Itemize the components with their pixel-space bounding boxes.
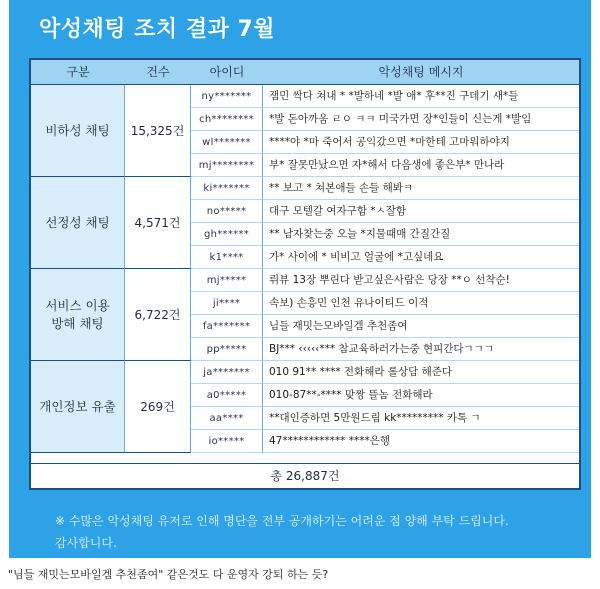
chat-message: 47************ ****은행 bbox=[263, 430, 579, 453]
user-id: fa******* bbox=[191, 315, 263, 338]
table-row bbox=[191, 315, 579, 338]
user-id: pp***** bbox=[191, 338, 263, 361]
chat-message: 님들 재밋는모바일겜 추천좀여 bbox=[263, 315, 579, 338]
user-id: ny******* bbox=[191, 85, 263, 108]
total-row: 총 26,887건 bbox=[31, 463, 579, 488]
chat-message: 010 91** **** 전화해라 롤상담 해준다 bbox=[263, 361, 579, 384]
header-count: 건수 bbox=[146, 65, 170, 79]
notice-text: ※ 수많은 악성채팅 유저로 인해 명단을 전부 공개하기는 어려운 점 양해 부탁 드립니다. 감사합니다. bbox=[55, 514, 509, 550]
user-id: wl******* bbox=[191, 131, 263, 154]
chat-message: ** 보고 * 쳐본애들 손들 해봐ㅋ bbox=[263, 177, 579, 200]
group-count: 269건 bbox=[125, 361, 191, 453]
table-row bbox=[191, 200, 579, 223]
table-row bbox=[191, 338, 579, 361]
chat-message: ****야 *마 죽어서 공익갔으면 *마한테 고마워하야지 bbox=[263, 131, 579, 154]
chat-message: 부* 잘못만났으면 자*해서 다음생에 좋은부* 만나라 bbox=[263, 154, 579, 177]
table-row bbox=[191, 384, 579, 407]
chat-message: 속보) 손흥민 인천 유나이티드 이적 bbox=[263, 292, 579, 315]
user-id: k1**** bbox=[191, 246, 263, 269]
group-count: 6,722건 bbox=[125, 269, 191, 361]
report-title: 악성채팅 조치 결과 7월 bbox=[39, 17, 276, 42]
header-message: 악성채팅 메시지 bbox=[378, 65, 464, 79]
report-table bbox=[29, 58, 581, 490]
chat-message: **대인증하면 5만원드림 kk********* 카톡 ㄱ bbox=[263, 407, 579, 430]
table-row bbox=[191, 131, 579, 154]
user-id: mj***** bbox=[191, 269, 263, 292]
group-count: 15,325건 bbox=[125, 85, 191, 177]
report-card bbox=[9, 0, 591, 558]
user-id: aa**** bbox=[191, 407, 263, 430]
user-id: ja******* bbox=[191, 361, 263, 384]
group-count: 4,571건 bbox=[125, 177, 191, 269]
header-category: 구분 bbox=[66, 65, 90, 79]
chat-message: 가* 사이에 * 비비고 얼굴에 *고싶네요 bbox=[263, 246, 579, 269]
user-id: no***** bbox=[191, 200, 263, 223]
user-id: a0***** bbox=[191, 384, 263, 407]
chat-message: 010-87**-**** 맞짱 뜰놈 전화해라 bbox=[263, 384, 579, 407]
group-category: 개인정보 유출 bbox=[31, 361, 125, 453]
user-id: io***** bbox=[191, 430, 263, 453]
chat-message: 잼민 싹다 쳐내 * *발하네 *발 애* 후**진 구데기 새*들 bbox=[263, 85, 579, 108]
table-row bbox=[191, 430, 579, 453]
group-category: 서비스 이용 방해 채팅 bbox=[31, 269, 125, 361]
table-row bbox=[191, 154, 579, 177]
table-row bbox=[191, 407, 579, 430]
chat-message: *발 돈아까움 ㄹㅇ ㅋㅋ 미국가면 장*인들이 신는게 *발임 bbox=[263, 108, 579, 131]
table-row bbox=[191, 269, 579, 292]
post-caption: "님들 재밋는모바일겜 추천좀여" 같은것도 다 운영자 강퇴 하는 듯? bbox=[8, 568, 329, 581]
user-id: gh****** bbox=[191, 223, 263, 246]
chat-message: 뤼뷰 13장 뿌린다 받고싶은사람은 당장 **ㅇ 선착순! bbox=[263, 269, 579, 292]
group-category: 비하성 채팅 bbox=[31, 85, 125, 177]
table-row bbox=[191, 292, 579, 315]
table-row bbox=[191, 177, 579, 200]
table-row bbox=[191, 85, 579, 108]
group-category: 선정성 채팅 bbox=[31, 177, 125, 269]
user-id: ki******* bbox=[191, 177, 263, 200]
chat-message: ** 남자찾는중 오늘 *지물때매 간질간질 bbox=[263, 223, 579, 246]
table-row bbox=[191, 246, 579, 269]
chat-message: BJ*** ‹‹‹‹‹*** 참교육하러가는중 현피간다ㄱㄱㄱ bbox=[263, 338, 579, 361]
table-header bbox=[31, 60, 579, 85]
table-row bbox=[191, 361, 579, 384]
chat-message: 대구 모텔갈 여자구함 *ㅅ잘함 bbox=[263, 200, 579, 223]
table-row bbox=[191, 108, 579, 131]
user-id: ch******** bbox=[191, 108, 263, 131]
header-id: 아이디 bbox=[209, 65, 245, 79]
table-row bbox=[191, 223, 579, 246]
user-id: mj******** bbox=[191, 154, 263, 177]
user-id: ji**** bbox=[191, 292, 263, 315]
